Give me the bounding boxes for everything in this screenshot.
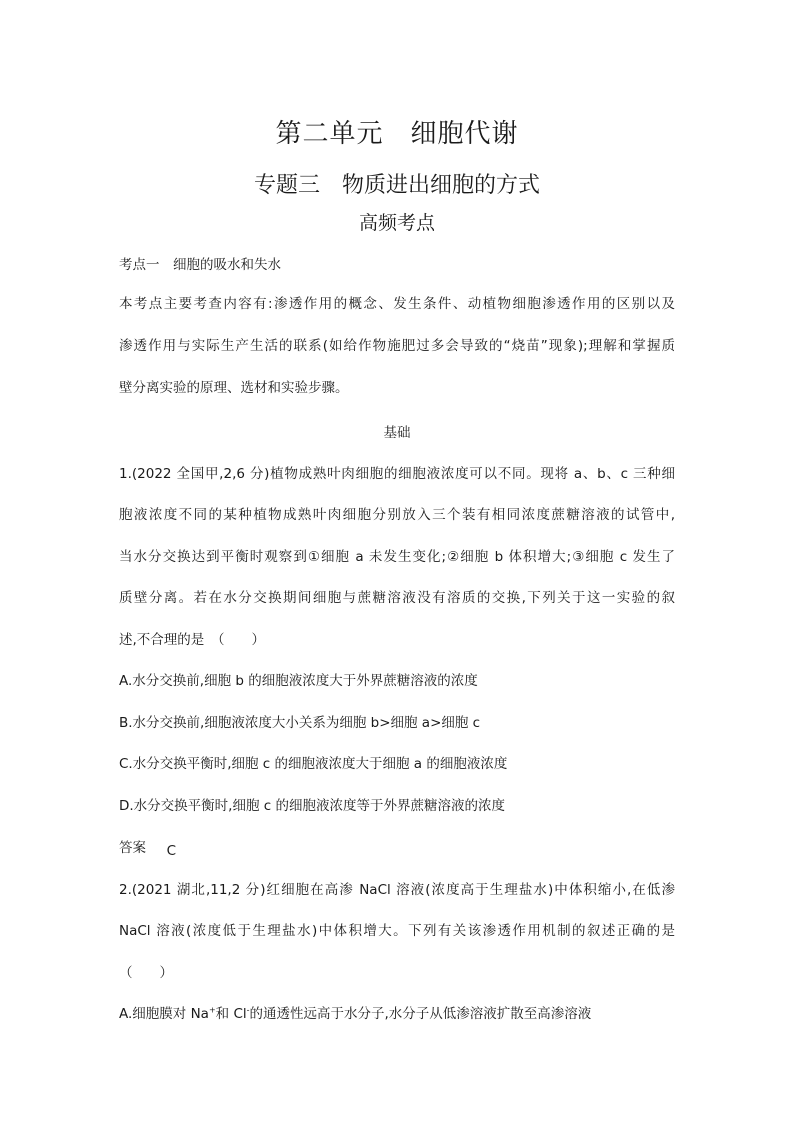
- question-1-stem: 当水分交换达到平衡时观察到①细胞 a 未发生变化;②细胞 b 体积增大;③细胞 c 发生了: [119, 549, 675, 565]
- question-2-stem: 2.(2021 湖北,11,2 分)红细胞在高渗 NaCl 溶液(浓度高于生理盐水)中体积缩小,在低渗: [119, 882, 675, 898]
- question-2-stem: （ ）: [119, 965, 173, 981]
- intro-line: 本考点主要考查内容有:渗透作用的概念、发生条件、动植物细胞渗透作用的区别以及: [119, 296, 675, 312]
- topic-title: 专题三 物质进出细胞的方式: [253, 173, 540, 198]
- question-1-option-b: B.水分交换前,细胞液浓度大小关系为细胞 b>细胞 a>细胞 c: [119, 715, 481, 731]
- question-1-stem: 胞液浓度不同的某种植物成熟叶肉细胞分别放入三个装有相同浓度蔗糖溶液的试管中,: [119, 507, 675, 523]
- answer-value: C: [166, 843, 177, 859]
- section-heading: 高频考点: [358, 212, 435, 234]
- question-2-stem: NaCl 溶液(浓度低于生理盐水)中体积增大。下列有关该渗透作用机制的叙述正确的是: [119, 923, 675, 939]
- question-1-option-c: C.水分交换平衡时,细胞 c 的细胞液浓度大于细胞 a 的细胞液浓度: [119, 756, 508, 772]
- question-1-option-a: A.水分交换前,细胞 b 的细胞液浓度大于外界蔗糖溶液的浓度: [119, 673, 478, 689]
- question-1-stem: 1.(2022 全国甲,2,6 分)植物成熟叶肉细胞的细胞液浓度可以不同。现将 a、b、c 三种细: [119, 466, 675, 482]
- answer-label: 答案: [119, 840, 146, 856]
- intro-line: 渗透作用与实际生产生活的联系(如给作物施肥过多会导致的“烧苗”现象);理解和掌握质: [119, 338, 675, 354]
- question-1-answer: [119, 836, 177, 859]
- question-1-stem: 述,不合理的是 （ ）: [119, 632, 266, 648]
- subsection-label: 基础: [383, 425, 411, 441]
- question-1-option-d: D.水分交换平衡时,细胞 c 的细胞液浓度等于外界蔗糖溶液的浓度: [119, 798, 505, 814]
- question-1-stem: 质壁分离。若在水分交换期间细胞与蔗糖溶液没有溶质的交换,下列关于这一实验的叙: [119, 590, 675, 606]
- intro-line: 壁分离实验的原理、选材和实验步骤。: [119, 380, 349, 396]
- kaodian-heading: 考点一 细胞的吸水和失水: [119, 257, 281, 273]
- unit-title: 第二单元 细胞代谢: [275, 119, 519, 149]
- question-2-option-a: A.细胞膜对 Na+和 Cl-的通透性远高于水分子,水分子从低渗溶液扩散至高渗溶液: [119, 1005, 592, 1022]
